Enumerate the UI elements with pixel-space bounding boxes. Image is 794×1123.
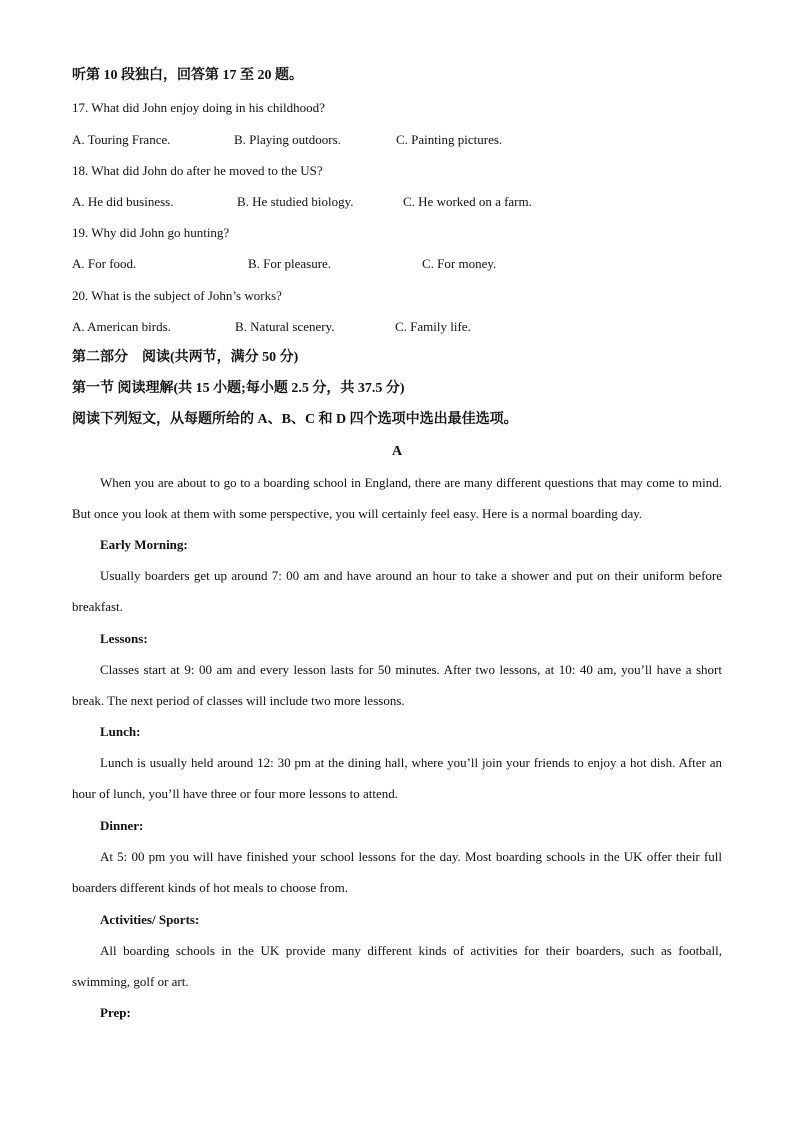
part-two-heading: 第二部分 阅读(共两节，满分 50 分) [72, 350, 299, 365]
question-19-option-a: A. For food. [72, 256, 137, 271]
question-20-option-b: B. Natural scenery. [235, 319, 335, 334]
passage-letter: A [391, 444, 403, 459]
question-18-option-a: A. He did business. [72, 194, 174, 209]
question-18-option-c: C. He worked on a farm. [403, 194, 532, 209]
question-20-option-a: A. American birds. [72, 319, 171, 334]
section-heading-dinner: Dinner: [100, 818, 144, 833]
reading-instruction: 阅读下列短文，从每题所给的 A、B、C 和 D 四个选项中选出最佳选项。 [72, 412, 518, 427]
section-heading-activities: Activities/ Sports: [100, 912, 200, 927]
question-17-option-c: C. Painting pictures. [396, 132, 503, 147]
question-20-option-c: C. Family life. [395, 319, 471, 334]
question-17-stem: 17. What did John enjoy doing in his childhood? [72, 100, 325, 115]
listening-instruction: 听第 10 段独白，回答第 17 至 20 题。 [72, 68, 303, 83]
section-text-lunch: Lunch is usually held around 12: 30 pm at the dining hall, where you’ll join your friends to enjoy a hot dish. After an hour of lunch, you’ll have three or four more lessons to attend. [72, 755, 722, 801]
section-heading-lunch: Lunch: [100, 724, 141, 739]
question-17-option-a: A. Touring France. [72, 132, 171, 147]
section-text-early-morning: Usually boarders get up around 7: 00 am and have around an hour to take a shower and put on their uniform before breakfast. [72, 568, 722, 614]
question-17-option-b: B. Playing outdoors. [234, 132, 341, 147]
question-18-option-b: B. He studied biology. [237, 194, 354, 209]
section-one-heading: 第一节 阅读理解(共 15 小题;每小题 2.5 分，共 37.5 分) [72, 381, 405, 396]
question-20-stem: 20. What is the subject of John’s works? [72, 288, 282, 303]
question-19-option-b: B. For pleasure. [248, 256, 332, 271]
question-19-stem: 19. Why did John go hunting? [72, 225, 230, 240]
section-heading-lessons: Lessons: [100, 631, 148, 646]
question-18-stem: 18. What did John do after he moved to the US? [72, 163, 323, 178]
section-text-lessons: Classes start at 9: 00 am and every lesson lasts for 50 minutes. After two lessons, at 10: 40 am, you’ll have a short break. The next period of classes will include two more lessons. [72, 662, 722, 708]
section-text-dinner: At 5: 00 pm you will have finished your school lessons for the day. Most boarding schools in the UK offer their full boarders different kinds of hot meals to choose from. [72, 849, 722, 895]
question-19-option-c: C. For money. [422, 256, 497, 271]
section-heading-early-morning: Early Morning: [100, 537, 188, 552]
section-heading-prep: Prep: [100, 1005, 131, 1020]
section-text-activities: All boarding schools in the UK provide many different kinds of activities for their boarders, such as football, swimming, golf or art. [72, 943, 722, 989]
passage-intro: When you are about to go to a boarding school in England, there are many different questions that may come to mind. But once you look at them with some perspective, you will certainly feel easy. Here is a normal boarding day. [72, 475, 722, 521]
